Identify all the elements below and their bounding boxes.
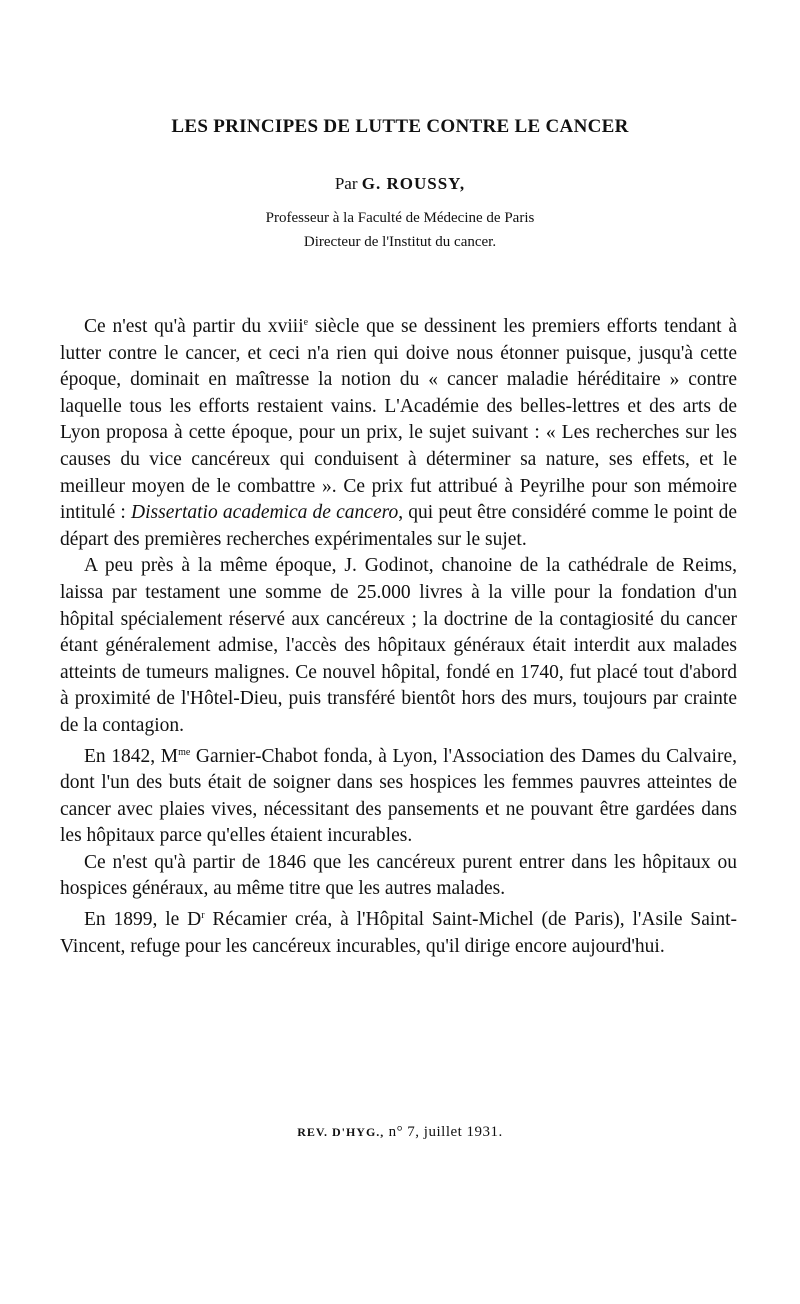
paragraph-3: [60, 740, 737, 850]
docteur-superscript: r: [201, 910, 205, 922]
century-superscript: e: [303, 317, 309, 328]
paragraph-3-start: En 1842, M: [84, 745, 179, 767]
madame-superscript: me: [178, 746, 191, 758]
author-name: G. ROUSSY,: [361, 174, 466, 193]
journal-footer: [0, 1124, 800, 1141]
article-body: [60, 310, 737, 960]
paragraph-2: A peu près à la même époque, J. Godinot, chanoine de la cathédrale de Reims, laissa par testament une somme de 25.000 livres à la ville pour la fondation d'un hôpital spécialement réservé aux cancéreux ; la doctrine de la contagiosité du cancer étant généralement admise, l'accès des hôpitaux généraux était interdit aux malades atteints de tumeurs malignes. Ce nouvel hôpital, fondé en 1740, fut placé tout d'abord à proximité de l'Hôtel-Dieu, puis transféré bientôt hors des murs, toujours par crainte de la contagion.: [60, 555, 737, 736]
journal-name: REV. D'HYG.,: [297, 1125, 385, 1139]
paragraph-1-start: Ce n'est qu'à partir du xviii: [84, 316, 304, 337]
paragraph-4: Ce n'est qu'à partir de 1846 que les cancéreux purent entrer dans les hôpitaux ou hospices généraux, au même titre que les autres malades.: [60, 851, 737, 900]
paragraph-3-end: Garnier-Chabot fonda, à Lyon, l'Association des Dames du Calvaire, dont l'un des buts était de soigner dans ses hospices les femmes pauvres atteintes de cancer avec plaies vives, nécessitant des pansements et ne pouvant être gardées dans les hôpitaux parce qu'elles étaient incurables.: [60, 745, 738, 847]
byline: [0, 174, 800, 194]
paragraph-1-middle: siècle que se dessinent les premiers efforts tendant à lutter contre le cancer, et ceci n'a rien qui doive nous étonner puisque, jusqu'à cette époque, dominait en maîtresse la notion du « cancer maladie héréditaire » contre laquelle tous les efforts restaient vains. L'Académie des belles-lettres et des arts de Lyon proposa à cette époque, pour un prix, le sujet suivant : « Les recherches sur les causes du vice cancéreux qui conduisent à déterminer sa nature, ses effets, et le meilleur moyen de le combattre ». Ce prix fut attribué à Peyrilhe pour son mémoire intitulé :: [60, 316, 737, 524]
affiliation-line-2: Directeur de l'Institut du cancer.: [303, 234, 497, 250]
article-title: LES PRINCIPES DE LUTTE CONTRE LE CANCER: [171, 116, 629, 137]
paragraph-5-start: En 1899, le D: [84, 909, 202, 931]
paragraph-1-end: , qui peut être considéré comme le point de départ des premières recherches expérimentales sur le sujet.: [60, 502, 737, 550]
dissertation-title: Dissertatio academica de cancero: [131, 502, 399, 524]
paragraph-5: [60, 903, 737, 960]
journal-issue: n° 7, juillet 1931.: [388, 1124, 503, 1140]
byline-prefix: Par: [334, 174, 358, 193]
paragraph-1: [60, 310, 737, 553]
affiliation-line-1: Professeur à la Faculté de Médecine de Paris: [265, 210, 535, 226]
paragraph-5-end: Récamier créa, à l'Hôpital Saint-Michel (de Paris), l'Asile Saint-Vincent, refuge pour les cancéreux incurables, qu'il dirige encore aujourd'hui.: [60, 909, 737, 957]
